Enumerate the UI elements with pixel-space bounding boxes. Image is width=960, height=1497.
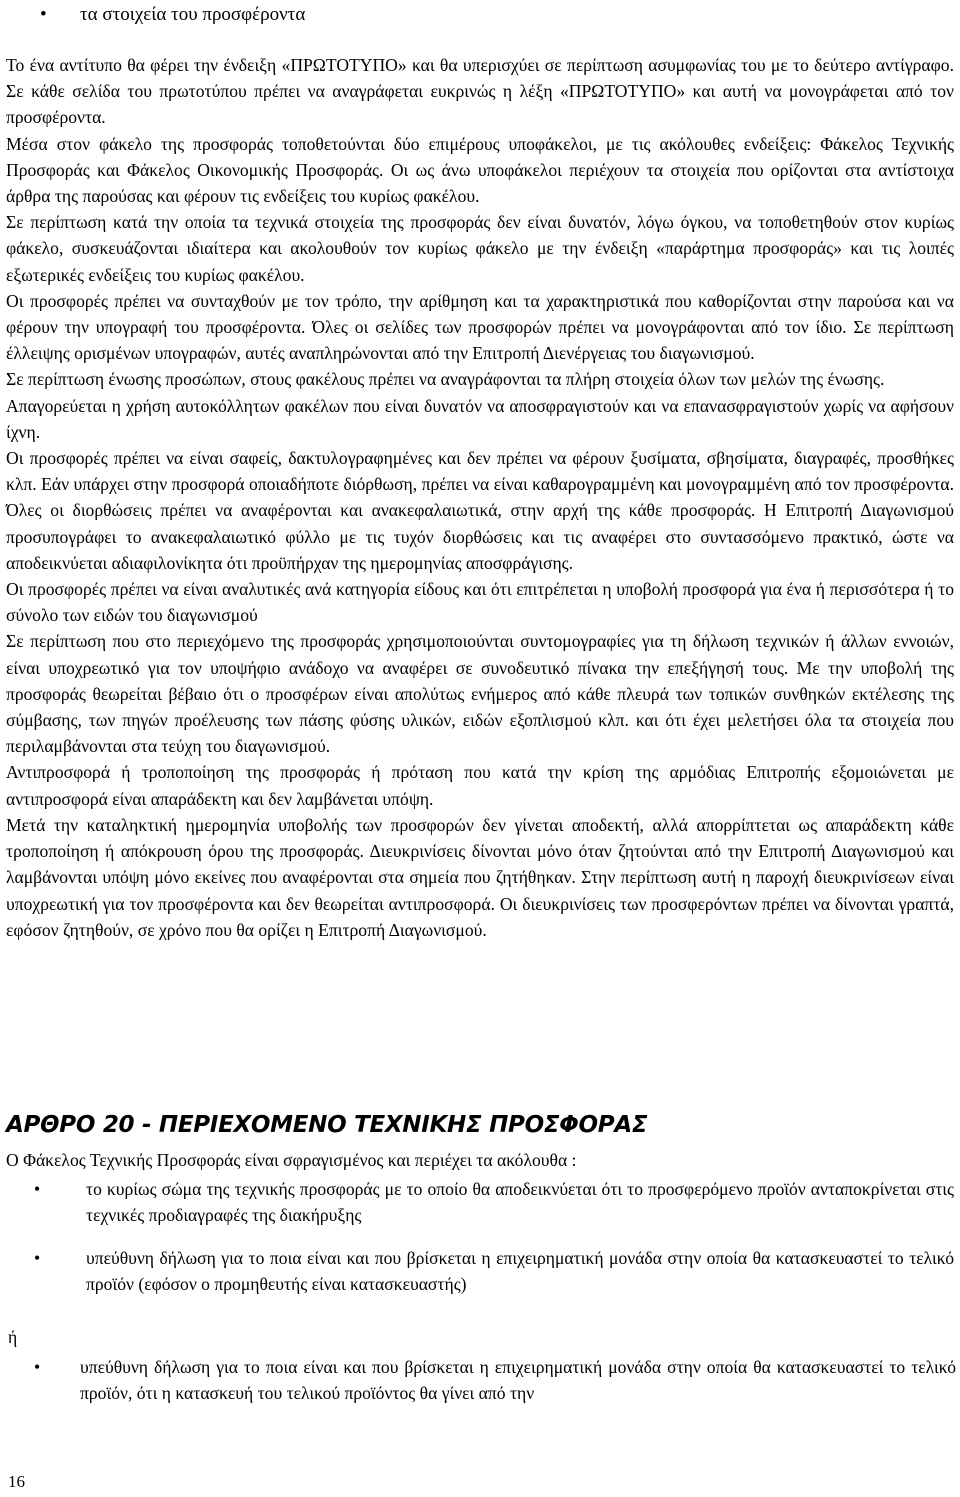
paragraph-corrections: Οι προσφορές πρέπει να είναι σαφείς, δακτυλογραφημένες και δεν πρέπει να φέρουν ξυσίματα, σβησίματα, διαγραφές, προσθήκες κλπ. Εάν υπάρχει στην προσφορά οποιαδήποτε διόρθωση, πρέπει να είναι καθαρογραμμένη και μονογραμμένη από τον προσφέροντα. Όλες οι διορθώσεις πρέπει να αναφέρονται και ανακεφαλαιωτικά, στην αρχή της κάθε προσφοράς. Η Επιτροπή Διαγωνισμού προσυπογράφει το ανακεφαλαιωτικό φύλλο με τις τυχόν διορθώσεις και τις αναφέρει στο συντασσόμενο πρακτικό, ώστε να αποδεικνύεται αδιαφιλονίκητα ότι προϋπήρχαν της ημερομηνίας αποσφράγισης. (6, 448, 954, 573)
paragraph-subfolders: Μέσα στον φάκελο της προσφοράς τοποθετούνται δύο επιμέρους υποφάκελοι, με τις ακόλουθες ενδείξεις: Φάκελος Τεχνικής Προσφοράς και Φάκελος Οικονομικής Προσφοράς. Οι ως άνω υποφάκελοι περιέχουν τα στοιχεία που ορίζονται στα αντίστοιχα άρθρα της παρούσας και φέρουν τις ενδείξεις του κυρίως φακέλου. (6, 133, 954, 207)
body-text (6, 52, 954, 943)
paragraph-signatures: Οι προσφορές πρέπει να συνταχθούν με τον τρόπο, την αρίθμηση και τα χαρακτηριστικά που καθορίζονται στην παρούσα και να φέρουν την υπογραφή του προσφέροντα. Όλες οι σελίδες των προσφορών πρέπει να μονογράφονται από τον ίδιο. Σε περίπτωση έλλειψης ορισμένων υπογραφών, αυτές αναπληρώνονται από την Επιτροπή Διενέργειας του διαγωνισμού. (6, 290, 954, 364)
bullet-dot-icon: • (34, 1248, 41, 1268)
paragraph-abbreviations: Σε περίπτωση που στο περιεχόμενο της προσφοράς χρησιμοποιούνται συντομογραφίες για τη δήλωση τεχνικών ή άλλων εννοιών, είναι υποχρεωτικό για τον υποψήφιο ανάδοχο να αναφέρει σε συνοδευτικό πίνακα την επεξήγησή τους. Με την υποβολή της προσφοράς θεωρείται βέβαιο ότι ο προσφέρων είναι απολύτως ενήμερος από κάθε πλευρά των τοπικών συνθηκών εκτέλεσης της σύμβασης, των πηγών προέλευσης των πάσης φύσης υλικών, ειδών εξοπλισμού κλπ. και ότι έχει μελετήσει όλα τα στοιχεία που περιλαμβάνονται στα τεύχη του διαγωνισμού. (6, 631, 954, 757)
section-intro: Ο Φάκελος Τεχνικής Προσφοράς είναι σφραγισμένος και περιέχει τα ακόλουθα : (6, 1150, 577, 1170)
list-item-text: το κυρίως σώμα της τεχνικής προσφοράς με το οποίο θα αποδεικνύεται ότι το προσφερόμενο προϊόν ανταποκρίνεται στις τεχνικές προδιαγραφές της διακήρυξης (86, 1179, 954, 1225)
paragraph-technical-annex: Σε περίπτωση κατά την οποία τα τεχνικά στοιχεία της προσφοράς δεν είναι δυνατόν, λόγω όγκου, να τοποθετηθούν στον κυρίως φάκελο, συσκευάζονται ιδιαίτερα και ακολουθούν τον κυρίως φάκελο με την ένδειξη «παράρτημα προσφοράς» και τις λοιπές εξωτερικές ενδείξεις του κυρίως φακέλου. (6, 212, 954, 285)
or-word: ή (8, 1327, 18, 1347)
bullet-dot-icon: • (34, 1179, 41, 1199)
page-number: 16 (8, 1472, 25, 1491)
section-heading: ΑΡΘΡΟ 20 - ΠΕΡΙΕΧΟΜΕΝΟ ΤΕΧΝΙΚΗΣ ΠΡΟΣΦΟΡΑΣ (6, 1112, 648, 1138)
paragraph-categories: Οι προσφορές πρέπει να είναι αναλυτικές ανά κατηγορία είδους και ότι επιτρέπεται η υποβολή προσφορά για ένα ή περισσότερα ή το σύνολο των ειδών του διαγωνισμού (6, 579, 954, 626)
list-item-text: υπεύθυνη δήλωση για το ποια είναι και που βρίσκεται η επιχειρηματική μονάδα στην οποία θα κατασκευαστεί το τελικό προϊόν (εφόσον ο προμηθευτής είναι κατασκευαστής) (86, 1248, 954, 1294)
list-item-text: υπεύθυνη δήλωση για το ποια είναι και που βρίσκεται η επιχειρηματική μονάδα στην οποία θα κατασκευαστεί το τελικό προϊόν, ότι η κατασκευή του τελικού προϊόντος θα γίνει από την (80, 1357, 956, 1403)
paragraph-envelopes: Απαγορεύεται η χρήση αυτοκόλλητων φακέλων που είναι δυνατόν να αποσφραγιστούν και να επανασφραγιστούν χωρίς να αφήσουν ίχνη. (6, 395, 954, 442)
paragraph-clarifications: Μετά την καταληκτική ημερομηνία υποβολής των προσφορών δεν γίνεται αποδεκτή, αλλά απορρίπτεται ως απαράδεκτη κάθε τροποποίηση ή απόκρουση όρου της προσφοράς. Διευκρινίσεις δίνονται μόνο όταν ζητούνται από την Επιτροπή Διαγωνισμού και λαμβάνονται υπόψη μόνο εκείνες που αναφέρονται στα σημεία που ζητήθηκαν. Στην περίπτωση αυτή η παροχή διευκρινίσεων είναι υποχρεωτική για τον προσφέροντα και δεν θεωρείται αντιπροσφορά. Οι διευκρινίσεις των προσφερόντων πρέπει να δίνονται γραπτά, εφόσον ζητηθούν, σε χρόνο που θα ορίζει η Επιτροπή Διαγωνισμού. (6, 814, 954, 940)
paragraph-union: Σε περίπτωση ένωσης προσώπων, στους φακέλους πρέπει να αναγράφονται τα πλήρη στοιχεία όλων των μελών της ένωσης. (6, 369, 885, 390)
paragraph-prototype: Το ένα αντίτυπο θα φέρει την ένδειξη «ΠΡΩΤΟΤΥΠΟ» και θα υπερισχύει σε περίπτωση ασυμφωνίας του με το δεύτερο αντίγραφο. Σε κάθε σελίδα του πρωτοτύπου πρέπει να αναγράφεται ευκρινώς η λέξη «ΠΡΩΤΟΤΥΠΟ» και αυτή να μονογράφεται από τον προσφέροντα. (6, 55, 954, 128)
bullet-dot-icon: • (34, 1357, 41, 1377)
top-bullet-text: τα στοιχεία του προσφέροντα (80, 4, 306, 25)
paragraph-counteroffer: Αντιπροσφορά ή τροποποίηση της προσφοράς ή πρόταση που κατά την κρίση της αρμόδιας Επιτροπής εξομοιώνεται με αντιπροσφορά είναι απαράδεκτη και δεν λαμβάνεται υπόψη. (6, 762, 954, 809)
bullet-dot-icon: • (40, 4, 47, 25)
